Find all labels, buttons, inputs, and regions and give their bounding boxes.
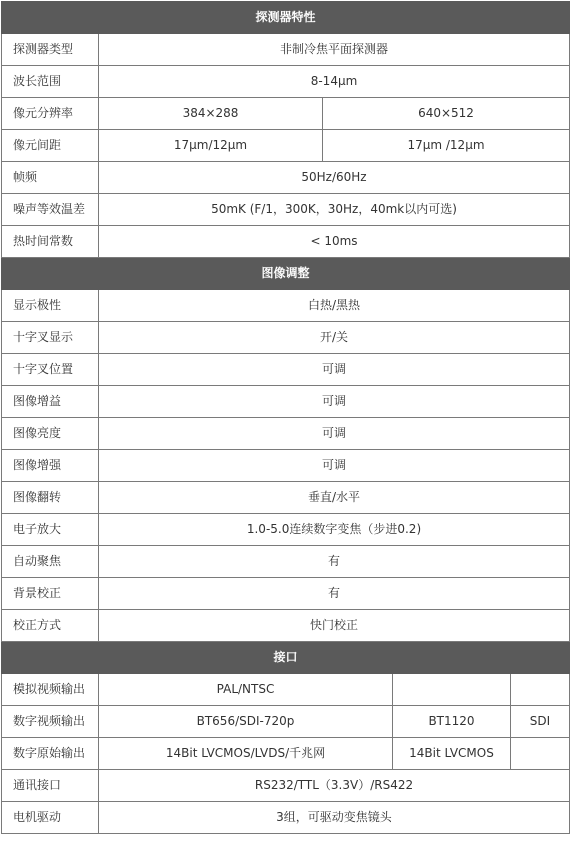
row-value: < 10ms — [99, 226, 570, 258]
table-row — [2, 770, 570, 802]
row-value: 14Bit LVCMOS — [393, 738, 511, 770]
row-value: SDI — [511, 706, 570, 738]
row-value: 可调 — [99, 386, 570, 418]
table-row — [2, 34, 570, 66]
section-title: 探测器特性 — [2, 2, 570, 34]
row-label: 自动聚焦 — [2, 546, 99, 578]
row-label: 电机驱动 — [2, 802, 99, 834]
row-value: 50mK (F/1，300K，30Hz，40mk以内可选) — [99, 194, 570, 226]
table-row — [2, 98, 570, 130]
row-value: PAL/NTSC — [99, 674, 393, 706]
section-header-detector — [2, 2, 570, 34]
row-label: 电子放大 — [2, 514, 99, 546]
row-label: 热时间常数 — [2, 226, 99, 258]
spec-table — [1, 1, 570, 834]
row-label: 探测器类型 — [2, 34, 99, 66]
row-value: 开/关 — [99, 322, 570, 354]
row-value: 3组，可驱动变焦镜头 — [99, 802, 570, 834]
row-label: 帧频 — [2, 162, 99, 194]
row-value: 1.0-5.0连续数字变焦（步进0.2) — [99, 514, 570, 546]
table-row — [2, 802, 570, 834]
row-label: 图像亮度 — [2, 418, 99, 450]
row-label: 十字叉位置 — [2, 354, 99, 386]
table-row — [2, 578, 570, 610]
row-value — [393, 674, 511, 706]
row-value: 快门校正 — [99, 610, 570, 642]
row-value: 17μm /12μm — [323, 130, 570, 162]
row-label: 数字视频输出 — [2, 706, 99, 738]
row-value: 17μm/12μm — [99, 130, 323, 162]
row-value: 50Hz/60Hz — [99, 162, 570, 194]
row-label: 图像增益 — [2, 386, 99, 418]
row-value: 可调 — [99, 418, 570, 450]
table-row — [2, 482, 570, 514]
row-value: 384×288 — [99, 98, 323, 130]
row-label: 像元间距 — [2, 130, 99, 162]
table-row — [2, 450, 570, 482]
row-value: 640×512 — [323, 98, 570, 130]
table-row — [2, 290, 570, 322]
table-row — [2, 386, 570, 418]
table-row — [2, 674, 570, 706]
table-row — [2, 514, 570, 546]
row-value: 14Bit LVCMOS/LVDS/千兆网 — [99, 738, 393, 770]
section-title: 接口 — [2, 642, 570, 674]
row-label: 图像增强 — [2, 450, 99, 482]
row-label: 校正方式 — [2, 610, 99, 642]
table-row — [2, 706, 570, 738]
row-value: 有 — [99, 578, 570, 610]
row-value: RS232/TTL（3.3V）/RS422 — [99, 770, 570, 802]
row-label: 波长范围 — [2, 66, 99, 98]
table-row — [2, 354, 570, 386]
table-row — [2, 610, 570, 642]
row-value: 8-14μm — [99, 66, 570, 98]
section-title: 图像调整 — [2, 258, 570, 290]
row-value: 有 — [99, 546, 570, 578]
table-row — [2, 66, 570, 98]
row-value: BT1120 — [393, 706, 511, 738]
row-label: 十字叉显示 — [2, 322, 99, 354]
row-value — [511, 674, 570, 706]
row-label: 通讯接口 — [2, 770, 99, 802]
table-row — [2, 546, 570, 578]
section-header-interface — [2, 642, 570, 674]
row-label: 模拟视频输出 — [2, 674, 99, 706]
row-label: 背景校正 — [2, 578, 99, 610]
row-label: 图像翻转 — [2, 482, 99, 514]
row-value: BT656/SDI-720p — [99, 706, 393, 738]
table-row — [2, 322, 570, 354]
table-row — [2, 130, 570, 162]
row-label: 像元分辨率 — [2, 98, 99, 130]
table-row — [2, 162, 570, 194]
table-row — [2, 418, 570, 450]
row-value: 可调 — [99, 450, 570, 482]
row-value: 可调 — [99, 354, 570, 386]
table-row — [2, 226, 570, 258]
row-value: 垂直/水平 — [99, 482, 570, 514]
row-label: 数字原始输出 — [2, 738, 99, 770]
row-label: 噪声等效温差 — [2, 194, 99, 226]
row-value: 非制冷焦平面探测器 — [99, 34, 570, 66]
table-row — [2, 194, 570, 226]
row-label: 显示极性 — [2, 290, 99, 322]
row-value: 白热/黑热 — [99, 290, 570, 322]
table-row — [2, 738, 570, 770]
row-value — [511, 738, 570, 770]
section-header-image — [2, 258, 570, 290]
